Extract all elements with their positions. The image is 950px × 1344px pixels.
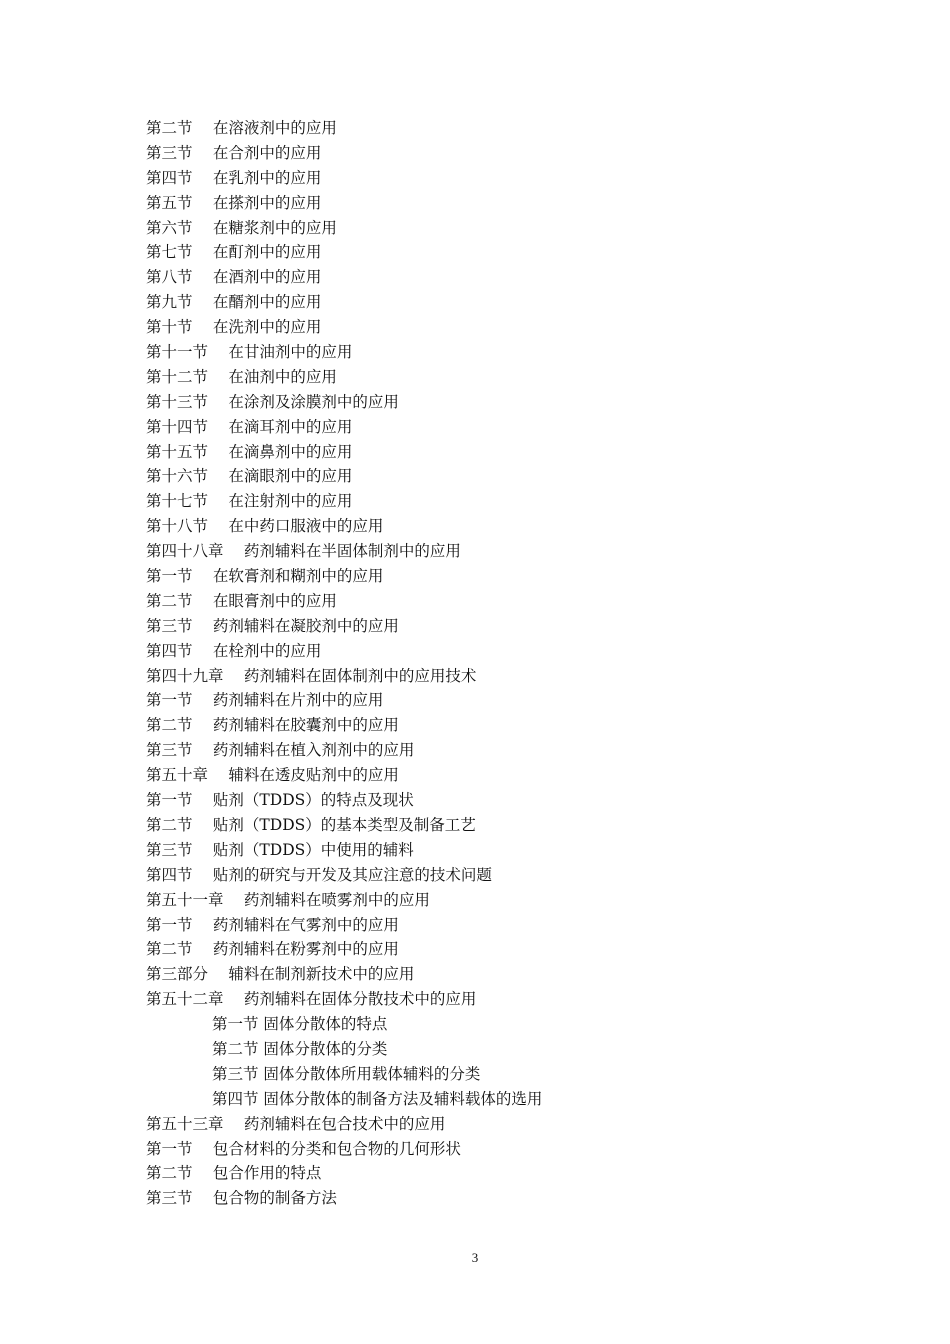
toc-entry: 第一节 在软膏剂和糊剂中的应用 — [146, 567, 384, 586]
toc-entry: 第十六节 在滴眼剂中的应用 — [146, 467, 353, 486]
toc-entry: 第三节 贴剂（TDDS）中使用的辅料 — [146, 840, 414, 859]
toc-entry: 第二节 药剂辅料在胶囊剂中的应用 — [146, 716, 399, 735]
toc-entry: 第五十一章 药剂辅料在喷雾剂中的应用 — [146, 890, 430, 909]
toc-entry: 第二节 在眼膏剂中的应用 — [146, 591, 337, 610]
toc-entry: 第一节 药剂辅料在气雾剂中的应用 — [146, 915, 399, 934]
toc-entry: 第一节 贴剂（TDDS）的特点及现状 — [146, 791, 414, 810]
toc-entry: 第五十章 辅料在透皮贴剂中的应用 — [146, 766, 399, 785]
toc-entry: 第五十三章 药剂辅料在包合技术中的应用 — [146, 1114, 446, 1133]
toc-entry: 第八节 在酒剂中的应用 — [146, 268, 322, 287]
toc-entry: 第十四节 在滴耳剂中的应用 — [146, 417, 353, 436]
toc-entry: 第七节 在酊剂中的应用 — [146, 243, 322, 262]
toc-entry: 第二节 药剂辅料在粉雾剂中的应用 — [146, 940, 399, 959]
page-number: 3 — [471, 1250, 479, 1265]
toc-entry: 第十节 在洗剂中的应用 — [146, 318, 322, 337]
toc-entry: 第十七节 在注射剂中的应用 — [146, 492, 353, 511]
toc-entry: 第四十九章 药剂辅料在固体制剂中的应用技术 — [146, 666, 477, 685]
toc-entry: 第十一节 在甘油剂中的应用 — [146, 343, 353, 362]
toc-entry: 第三节 药剂辅料在凝胶剂中的应用 — [146, 616, 399, 635]
toc-entry: 第二节 包合作用的特点 — [146, 1164, 322, 1183]
table-of-contents — [146, 116, 866, 1211]
toc-entry: 第四节 贴剂的研究与开发及其应注意的技术问题 — [146, 865, 492, 884]
toc-entry: 第二节 贴剂（TDDS）的基本类型及制备工艺 — [146, 815, 476, 834]
toc-entry: 第十三节 在涂剂及涂膜剂中的应用 — [146, 392, 399, 411]
toc-entry: 第六节 在糖浆剂中的应用 — [146, 218, 337, 237]
toc-entry: 第一节 包合材料的分类和包合物的几何形状 — [146, 1139, 461, 1158]
toc-entry: 第三部分 辅料在制剂新技术中的应用 — [146, 965, 415, 984]
toc-entry: 第一节 药剂辅料在片剂中的应用 — [146, 691, 384, 710]
toc-entry: 第三节 药剂辅料在植入剂剂中的应用 — [146, 741, 415, 760]
toc-subentry: 第二节 固体分散体的分类 — [212, 1039, 388, 1058]
toc-entry: 第五十二章 药剂辅料在固体分散技术中的应用 — [146, 990, 477, 1009]
toc-entry: 第九节 在醑剂中的应用 — [146, 293, 322, 312]
toc-entry: 第五节 在搽剂中的应用 — [146, 193, 322, 212]
toc-entry: 第四节 在栓剂中的应用 — [146, 641, 322, 660]
toc-entry: 第四十八章 药剂辅料在半固体制剂中的应用 — [146, 542, 461, 561]
toc-entry: 第四节 在乳剂中的应用 — [146, 168, 322, 187]
toc-entry: 第十二节 在油剂中的应用 — [146, 367, 337, 386]
toc-subentry: 第四节 固体分散体的制备方法及辅料载体的选用 — [212, 1089, 543, 1108]
toc-entry: 第三节 在合剂中的应用 — [146, 143, 322, 162]
toc-subentry: 第三节 固体分散体所用载体辅料的分类 — [212, 1064, 481, 1083]
toc-subentry: 第一节 固体分散体的特点 — [212, 1015, 388, 1034]
toc-entry: 第三节 包合物的制备方法 — [146, 1189, 337, 1208]
toc-entry: 第十八节 在中药口服液中的应用 — [146, 517, 384, 536]
toc-entry: 第二节 在溶液剂中的应用 — [146, 119, 337, 137]
toc-entry: 第十五节 在滴鼻剂中的应用 — [146, 442, 353, 461]
